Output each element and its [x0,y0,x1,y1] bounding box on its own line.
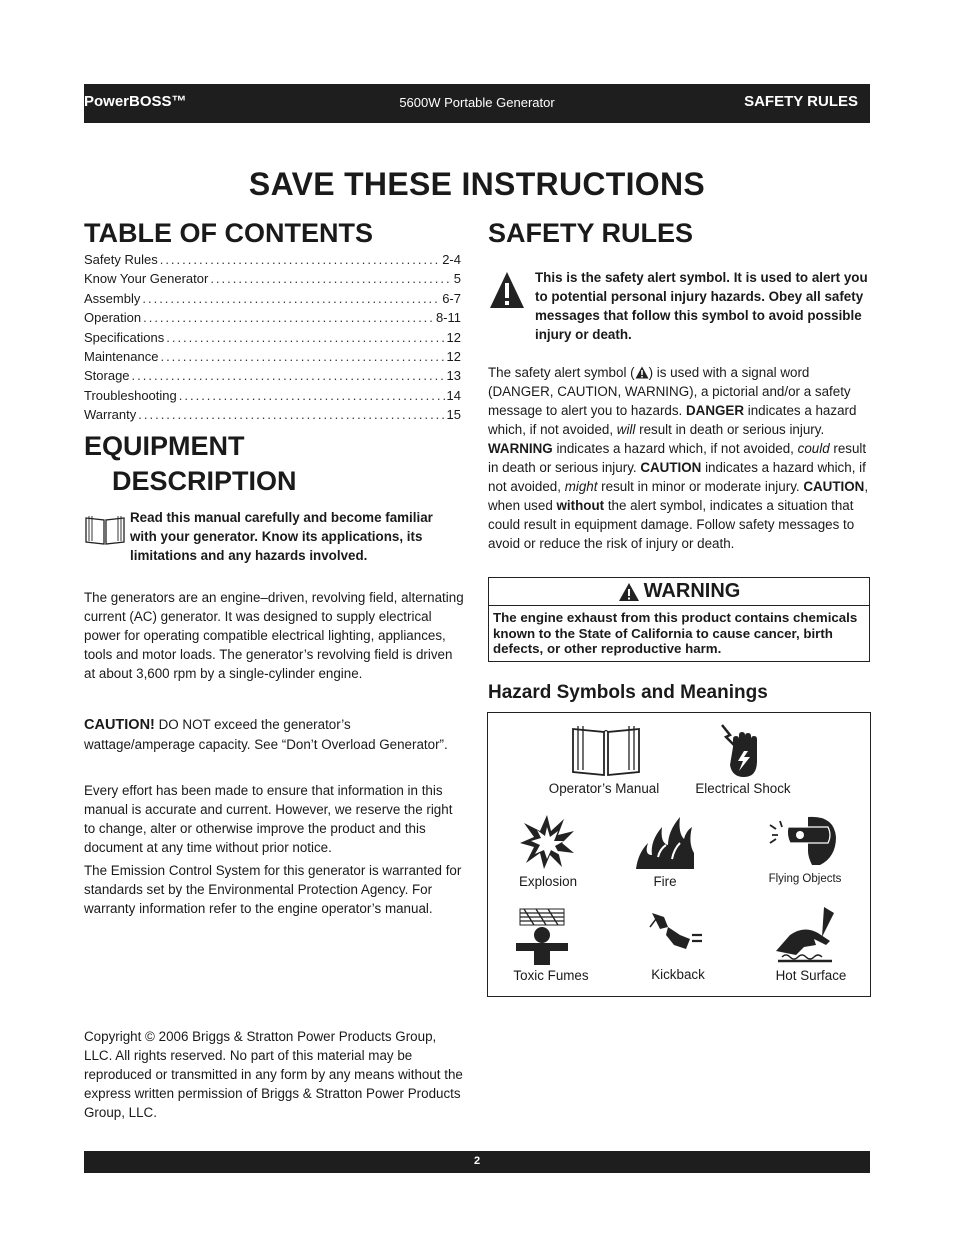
equipment-paragraph-1: The generators are an engine–driven, revolving field, alternating current (AC) generator. It was designed to supply electrical power for operating compatible electrical lighting, appliances, tools and motor loads. The generator’s revolving field is driven at about 3,600 rpm by a single-cylinder engine. [84,590,464,681]
equipment-paragraph-3: The Emission Control System for this generator is warranted for standards set by the Environmental Protection Agency. For warranty information refer to the engine operator’s manual. [84,863,462,916]
manual-book-icon [84,514,126,546]
toc-entry-page: 8-11 [435,310,461,326]
toxic-fumes-icon [514,907,570,965]
hazard-symbols-heading: Hazard Symbols and Meanings [488,682,768,703]
warning-box [488,577,870,662]
toc-entry-page: 2-4 [442,252,461,267]
hazard-label: Fire [653,874,677,889]
toc-entry [84,271,461,290]
brand-name: PowerBOSS™ [84,93,187,110]
toc-entry-page: 13 [446,368,461,384]
body-text: result in minor or moderate injury. [597,479,804,494]
body-text: indicates a hazard which, if not avoided, [552,441,798,456]
body-text: , when used [488,479,869,513]
toc-entry [84,349,461,368]
caution-label: CAUTION! [84,717,155,733]
toc-entry-label: Safety Rules [84,252,158,267]
body-text: ) is used with a signal word (DANGER, CAUTION, WARNING), a pictorial and/or a safety message to alert you to hazards. [488,365,851,418]
toc-entry [84,407,461,426]
might-word: might [564,479,598,494]
warning-label: WARNING [643,580,741,602]
toc-entry-page: 5 [453,271,461,287]
toc-leader-dots [179,388,445,403]
body-text: result in death or serious injury. [635,422,825,437]
caution-word: CAUTION [640,460,702,475]
product-name: 5600W Portable Generator [399,95,555,110]
operators-manual-icon [570,723,642,779]
kickback-icon [646,909,704,957]
toc-heading: TABLE OF CONTENTS [84,218,373,248]
copyright-notice: Copyright © 2006 Briggs & Stratton Power Products Group, LLC. All rights reserved. No part of this material may be reproduced or transmitted in any form by any means without the express written permission of Briggs & Stratton Power Products Group, LLC. [84,1029,463,1120]
will-word: will [616,422,636,437]
toc-entry [84,252,461,271]
warning-box-header [489,578,869,606]
page-title: SAVE THESE INSTRUCTIONS [248,166,706,202]
caution-text: DO NOT exceed the generator’s wattage/amperage capacity. See “Don’t Overload Generator”. [84,717,448,752]
hazard-label: Flying Objects [768,873,842,885]
toc-entry-label: Specifications [84,329,165,345]
caution-word: CAUTION [803,479,865,494]
body-text: result in death or serious injury. [488,441,867,475]
without-word: without [556,498,605,513]
toc-leader-dots [132,368,445,383]
toc-leader-dots [166,330,444,345]
caution-paragraph [84,715,464,754]
warning-text: The engine exhaust from this product contains chemicals known to the State of California to cause cancer, birth defects, or other reproductive harm. [493,610,858,656]
electrical-shock-icon [716,721,766,779]
safety-alert-icon [488,270,526,310]
toc-leader-dots [160,252,441,267]
body-text: indicates a hazard which, if not avoided, [488,460,866,494]
toc-leader-dots [142,291,440,306]
explosion-icon [518,813,576,871]
signal-words-paragraph [488,363,870,553]
body-text: indicates a hazard which, if not avoided, [488,403,857,437]
toc-entry-page: 6-7 [442,290,461,306]
hazard-label: Hot Surface [775,968,847,983]
toc-entry [84,291,461,310]
toc-entry [84,388,461,407]
page-footer [84,1151,870,1173]
toc-entry-page: 15 [446,407,461,423]
body-text: the alert symbol, indicates a situation that could result in equipment damage. Follow safety messages to avoid or reduce the risk of injury or death. [488,498,855,551]
hazard-label: Toxic Fumes [513,968,589,983]
inline-alert-icon [635,366,649,379]
table-of-contents [84,252,461,427]
toc-entry [84,330,461,349]
section-name: SAFETY RULES [744,93,858,110]
alert-symbol-note: This is the safety alert symbol. It is used to alert you to potential personal injury hazards. Obey all safety messages that follow this symbol to avoid possible injury or death. [535,270,868,342]
equipment-heading-line1: EQUIPMENT [84,431,245,461]
toc-entry-label: Maintenance [84,348,159,364]
toc-entry-label: Storage [84,368,130,384]
toc-entry-page: 14 [446,387,461,403]
toc-leader-dots [143,310,434,325]
toc-entry-page: 12 [446,348,461,364]
toc-entry-label: Warranty [84,407,137,423]
page-header [84,84,870,123]
toc-leader-dots [138,407,444,422]
hazard-label: Kickback [651,967,705,982]
toc-entry-page: 12 [446,329,461,345]
warning-word: WARNING [488,441,553,456]
flying-objects-icon [768,813,838,867]
toc-entry-label: Assembly [84,290,141,306]
toc-leader-dots [210,271,451,286]
danger-word: DANGER [686,403,745,418]
hazard-label: Explosion [518,874,578,889]
toc-entry-label: Know Your Generator [84,271,209,287]
hot-surface-icon [774,905,836,963]
toc-entry [84,368,461,387]
toc-entry-label: Troubleshooting [84,387,177,403]
warning-alert-icon [618,582,640,602]
safety-rules-heading: SAFETY RULES [488,218,694,248]
hazard-symbols-box [487,712,871,997]
page-number: 2 [473,1155,481,1167]
hazard-label: Electrical Shock [695,781,791,796]
toc-leader-dots [160,349,444,364]
could-word: could [797,441,830,456]
hazard-label: Operator’s Manual [548,781,660,796]
fire-icon [634,813,696,871]
toc-entry-label: Operation [84,310,142,326]
equipment-heading-line2: DESCRIPTION [112,466,297,496]
equipment-paragraph-2: Every effort has been made to ensure that information in this manual is accurate and current. However, we reserve the right to change, alter or otherwise improve the product and this document at any time without prior notice. [84,783,453,855]
manual-note: Read this manual carefully and become familiar with your generator. Know its applications, its limitations and any hazards involved. [130,510,433,563]
body-text: The safety alert symbol ( [488,365,635,380]
toc-entry [84,310,461,329]
